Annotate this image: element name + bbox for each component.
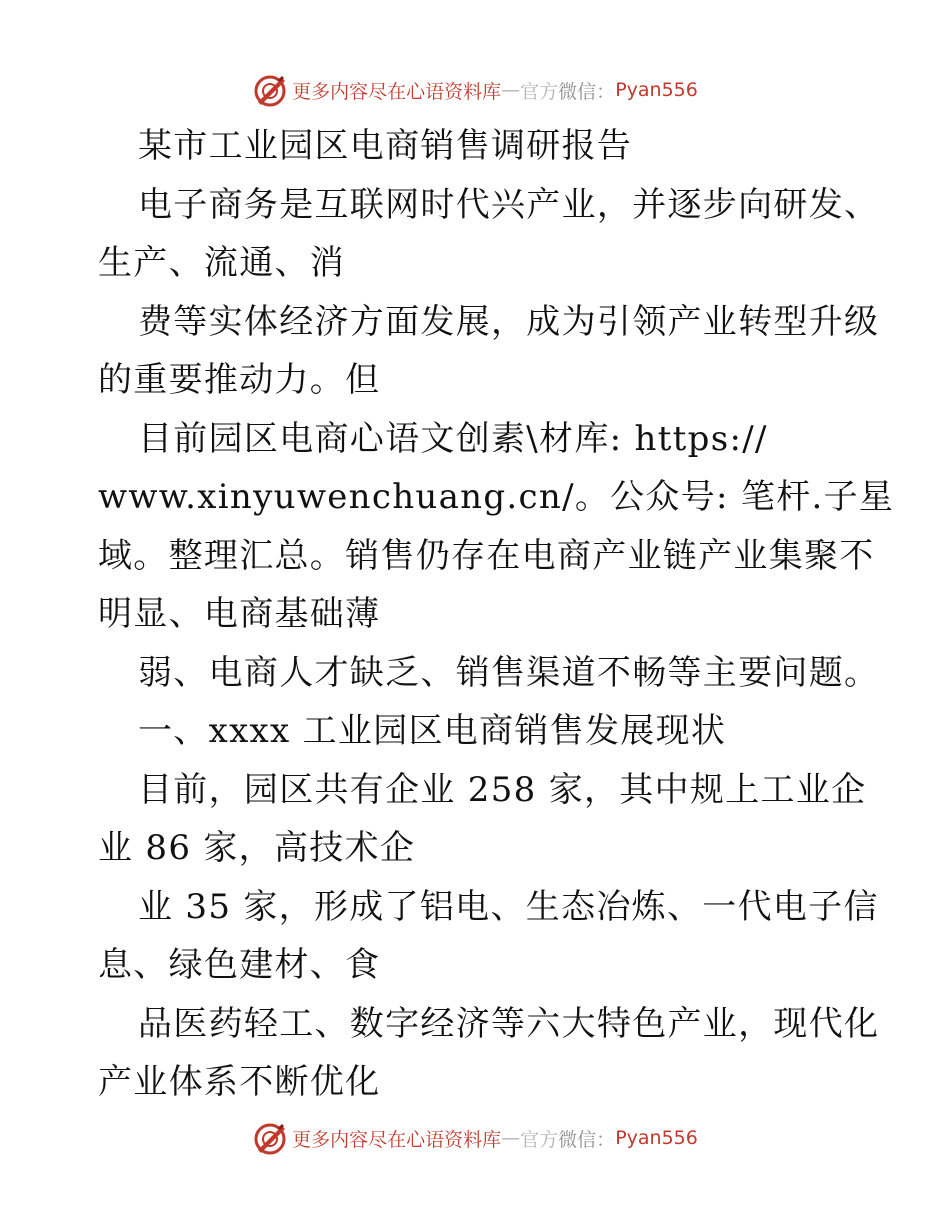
footer-banner bbox=[0, 1118, 950, 1158]
banner-promo-text: 更多内容尽在心语资料库 bbox=[292, 80, 502, 103]
banner-official-text: 官方 bbox=[520, 80, 559, 103]
document-body bbox=[98, 117, 895, 1112]
section-heading: 一、xxxx 工业园区电商销售发展现状 bbox=[138, 711, 727, 751]
paragraph-line: 域。整理汇总。销售仍存在电商产业链产业集聚不 bbox=[98, 535, 875, 576]
paragraph-line: 的重要推动力。但 bbox=[98, 360, 381, 400]
paragraph-line: 电子商务是互联网时代兴产业，并逐步向研发、 bbox=[138, 184, 880, 225]
banner-wechat-handle: Pyan556 bbox=[615, 79, 698, 101]
paragraph-line: 业 35 家，形成了铝电、生态冶炼、一代电子信 bbox=[138, 886, 879, 927]
document-title: 某市工业园区电商销售调研报告 bbox=[138, 126, 633, 166]
banner-wechat-handle: Pyan556 bbox=[615, 1127, 698, 1149]
banner-official-text: 官方 bbox=[520, 1128, 559, 1151]
banner-wechat-label: 微信： bbox=[558, 80, 616, 103]
paragraph-line: 息、绿色建材、食 bbox=[98, 945, 381, 985]
paragraph-line: 目前，园区共有企业 258 家，其中规上工业企 bbox=[138, 769, 867, 810]
banner-wechat-label: 微信： bbox=[558, 1128, 616, 1151]
paragraph-line: 目前园区电商心语文创素\材库: https:// bbox=[138, 418, 768, 459]
banner-dash: — bbox=[501, 79, 521, 101]
paragraph-line: 费等实体经济方面发展，成为引领产业转型升级 bbox=[138, 301, 880, 342]
paragraph-line: 生产、流通、消 bbox=[98, 243, 346, 283]
banner-dash: — bbox=[501, 1127, 521, 1149]
paragraph-line: 产业体系不断优化 bbox=[98, 1062, 381, 1102]
paragraph-line: 明显、电商基础薄 bbox=[98, 594, 381, 634]
paragraph-line: 弱、电商人才缺乏、销售渠道不畅等主要问题。 bbox=[138, 652, 880, 693]
paragraph-line: www.xinyuwenchuang.cn/。公众号: 笔杆.子星 bbox=[98, 477, 895, 517]
brush-logo-icon bbox=[252, 1120, 288, 1156]
header-banner bbox=[0, 70, 950, 110]
paragraph-line: 品医药轻工、数字经济等六大特色产业，现代化 bbox=[138, 1003, 880, 1044]
banner-promo-text: 更多内容尽在心语资料库 bbox=[292, 1128, 502, 1151]
paragraph-line: 业 86 家，高技术企 bbox=[98, 828, 416, 868]
brush-logo-icon bbox=[252, 72, 288, 108]
